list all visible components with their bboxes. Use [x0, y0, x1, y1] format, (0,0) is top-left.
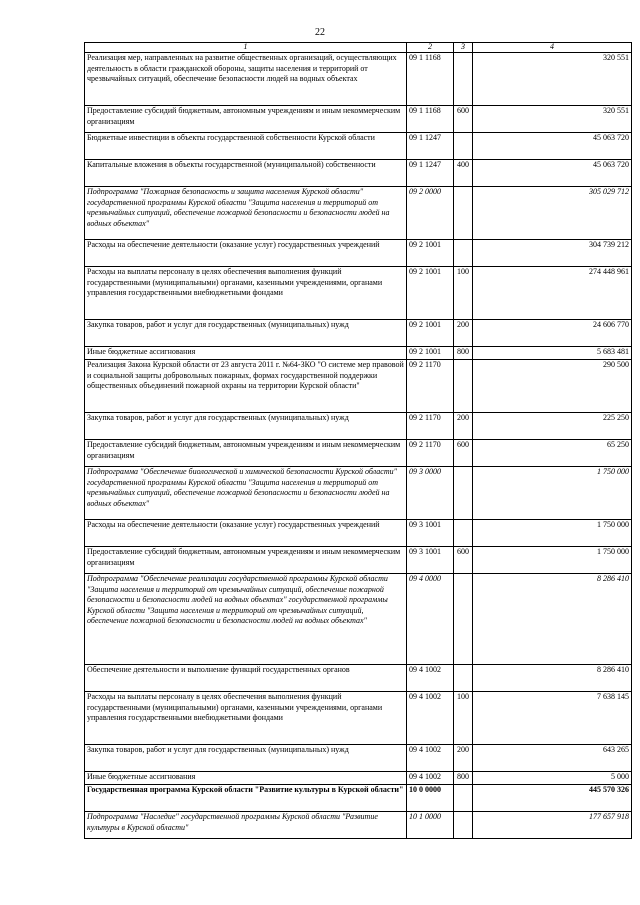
- row-sum: 320 551: [473, 53, 632, 106]
- header-name-col: 1: [85, 43, 407, 53]
- header-code-col: 2: [407, 43, 454, 53]
- row-code: 09 2 1170: [407, 440, 454, 467]
- row-expense-type: 600: [454, 547, 473, 574]
- row-name: Иные бюджетные ассигнования: [85, 772, 407, 785]
- row-sum: 225 250: [473, 413, 632, 440]
- row-code: 09 2 0000: [407, 187, 454, 240]
- row-expense-type: [454, 812, 473, 839]
- row-name: Обеспечение деятельности и выполнение функций государственных органов: [85, 665, 407, 692]
- row-expense-type: 400: [454, 160, 473, 187]
- row-name: Закупка товаров, работ и услуг для государственных (муниципальных) нужд: [85, 413, 407, 440]
- row-expense-type: [454, 53, 473, 106]
- table-row: [85, 467, 632, 520]
- row-code: 09 1 1168: [407, 106, 454, 133]
- table-row: [85, 812, 632, 839]
- row-name: Закупка товаров, работ и услуг для государственных (муниципальных) нужд: [85, 745, 407, 772]
- row-name: Предоставление субсидий бюджетным, автономным учреждениям и иным некоммерческим организациям: [85, 547, 407, 574]
- row-name: Реализация мер, направленных на развитие общественных организаций, осуществляющих деятельность в области гражданской обороны, защиты населения и территорий от чрезвычайных ситуаций, обеспечение безопасности людей на водных объектах: [85, 53, 407, 106]
- table-row: [85, 267, 632, 320]
- row-expense-type: [454, 133, 473, 160]
- row-sum: 45 063 720: [473, 133, 632, 160]
- row-code: 09 1 1168: [407, 53, 454, 106]
- row-expense-type: [454, 785, 473, 812]
- row-code: 09 4 1002: [407, 665, 454, 692]
- row-name: Иные бюджетные ассигнования: [85, 347, 407, 360]
- table-row: [85, 413, 632, 440]
- header-sum-col: 4: [473, 43, 632, 53]
- row-sum: 290 500: [473, 360, 632, 413]
- row-expense-type: [454, 187, 473, 240]
- row-expense-type: [454, 520, 473, 547]
- page-number: 22: [315, 27, 325, 38]
- row-sum: 177 657 918: [473, 812, 632, 839]
- table-row: [85, 320, 632, 347]
- row-sum: 7 638 145: [473, 692, 632, 745]
- table-row: [85, 53, 632, 106]
- table-row: [85, 665, 632, 692]
- table-row: [85, 133, 632, 160]
- row-name: Подпрограмма "Обеспечение биологической и химической безопасности Курской области" государственной программы Курской области "Защита населения и территорий от чрезвычайных ситуаций, обеспечение пожарной безопасности и безопасности людей на водных объектах": [85, 467, 407, 520]
- row-code: 09 2 1001: [407, 267, 454, 320]
- row-code: 09 4 1002: [407, 692, 454, 745]
- row-name: Государственная программа Курской области "Развитие культуры в Курской области": [85, 785, 407, 812]
- row-expense-type: [454, 467, 473, 520]
- row-expense-type: [454, 665, 473, 692]
- row-code: 09 1 1247: [407, 160, 454, 187]
- row-sum: 45 063 720: [473, 160, 632, 187]
- row-sum: 5 000: [473, 772, 632, 785]
- row-code: 10 1 0000: [407, 812, 454, 839]
- table-row: [85, 440, 632, 467]
- table-row: [85, 240, 632, 267]
- table-header-row: [85, 43, 632, 53]
- row-expense-type: [454, 360, 473, 413]
- row-code: 10 0 0000: [407, 785, 454, 812]
- row-sum: 304 739 212: [473, 240, 632, 267]
- row-name: Предоставление субсидий бюджетным, автономным учреждениям и иным некоммерческим организациям: [85, 440, 407, 467]
- row-sum: 274 448 961: [473, 267, 632, 320]
- table-row: [85, 347, 632, 360]
- row-name: Бюджетные инвестиции в объекты государственной собственности Курской области: [85, 133, 407, 160]
- table-row: [85, 187, 632, 240]
- row-code: 09 2 1001: [407, 347, 454, 360]
- row-sum: 65 250: [473, 440, 632, 467]
- row-expense-type: 800: [454, 772, 473, 785]
- row-sum: 305 029 712: [473, 187, 632, 240]
- row-sum: 5 683 481: [473, 347, 632, 360]
- row-code: 09 2 1170: [407, 360, 454, 413]
- row-code: 09 3 0000: [407, 467, 454, 520]
- row-name: Реализация Закона Курской области от 23 августа 2011 г. №64-ЗКО "О системе мер правовой и социальной защиты добровольных пожарных, формах государственной поддержки общественных объединений пожарной охраны на территории Курской области": [85, 360, 407, 413]
- row-name: Расходы на выплаты персоналу в целях обеспечения выполнения функций государственными (муниципальными) органами, казенными учреждениями, органами управления государственными внебюджетными фондами: [85, 692, 407, 745]
- table-row: [85, 772, 632, 785]
- row-sum: 8 286 410: [473, 665, 632, 692]
- row-expense-type: 100: [454, 692, 473, 745]
- row-code: 09 3 1001: [407, 547, 454, 574]
- table-row: [85, 360, 632, 413]
- row-code: 09 2 1001: [407, 320, 454, 347]
- row-expense-type: 200: [454, 320, 473, 347]
- table-row: [85, 547, 632, 574]
- row-code: 09 1 1247: [407, 133, 454, 160]
- row-expense-type: 200: [454, 413, 473, 440]
- row-code: 09 4 1002: [407, 745, 454, 772]
- row-name: Предоставление субсидий бюджетным, автономным учреждениям и иным некоммерческим организациям: [85, 106, 407, 133]
- row-name: Подпрограмма "Наследие" государственной программы Курской области "Развитие культуры в Курской области": [85, 812, 407, 839]
- row-code: 09 2 1001: [407, 240, 454, 267]
- table-row: [85, 785, 632, 812]
- row-code: 09 3 1001: [407, 520, 454, 547]
- row-expense-type: [454, 574, 473, 665]
- table-row: [85, 745, 632, 772]
- row-expense-type: [454, 240, 473, 267]
- row-name: Закупка товаров, работ и услуг для государственных (муниципальных) нужд: [85, 320, 407, 347]
- row-sum: 320 551: [473, 106, 632, 133]
- table-row: [85, 692, 632, 745]
- budget-table: [84, 42, 632, 839]
- row-code: 09 4 0000: [407, 574, 454, 665]
- row-sum: 445 570 326: [473, 785, 632, 812]
- row-sum: 1 750 000: [473, 467, 632, 520]
- row-code: 09 2 1170: [407, 413, 454, 440]
- row-code: 09 4 1002: [407, 772, 454, 785]
- table-row: [85, 520, 632, 547]
- row-name: Капитальные вложения в объекты государственной (муниципальной) собственности: [85, 160, 407, 187]
- row-sum: 1 750 000: [473, 547, 632, 574]
- row-sum: 8 286 410: [473, 574, 632, 665]
- row-expense-type: 200: [454, 745, 473, 772]
- row-name: Расходы на обеспечение деятельности (оказание услуг) государственных учреждений: [85, 520, 407, 547]
- table-row: [85, 160, 632, 187]
- row-expense-type: 800: [454, 347, 473, 360]
- table-row: [85, 106, 632, 133]
- row-sum: 1 750 000: [473, 520, 632, 547]
- header-vr-col: 3: [454, 43, 473, 53]
- row-name: Подпрограмма "Обеспечение реализации государственной программы Курской области "Защита населения и территорий от чрезвычайных ситуаций, обеспечение пожарной безопасности и безопасности людей на водных объектах" государственной программы Курской области "Защита населения и территорий от чрезвычайных ситуаций, обеспечение пожарной безопасности и безопасности людей на водных объектах": [85, 574, 407, 665]
- row-sum: 643 265: [473, 745, 632, 772]
- table-row: [85, 574, 632, 665]
- row-name: Расходы на выплаты персоналу в целях обеспечения выполнения функций государственными (муниципальными) органами, казенными учреждениями, органами управления государственными внебюджетными фондами: [85, 267, 407, 320]
- row-sum: 24 606 770: [473, 320, 632, 347]
- row-expense-type: 100: [454, 267, 473, 320]
- row-expense-type: 600: [454, 106, 473, 133]
- row-name: Подпрограмма "Пожарная безопасность и защита населения Курской области" государственной программы Курской области "Защита населения и территорий от чрезвычайных ситуаций, обеспечение пожарной безопасности и безопасности людей на водных объектах": [85, 187, 407, 240]
- row-name: Расходы на обеспечение деятельности (оказание услуг) государственных учреждений: [85, 240, 407, 267]
- row-expense-type: 600: [454, 440, 473, 467]
